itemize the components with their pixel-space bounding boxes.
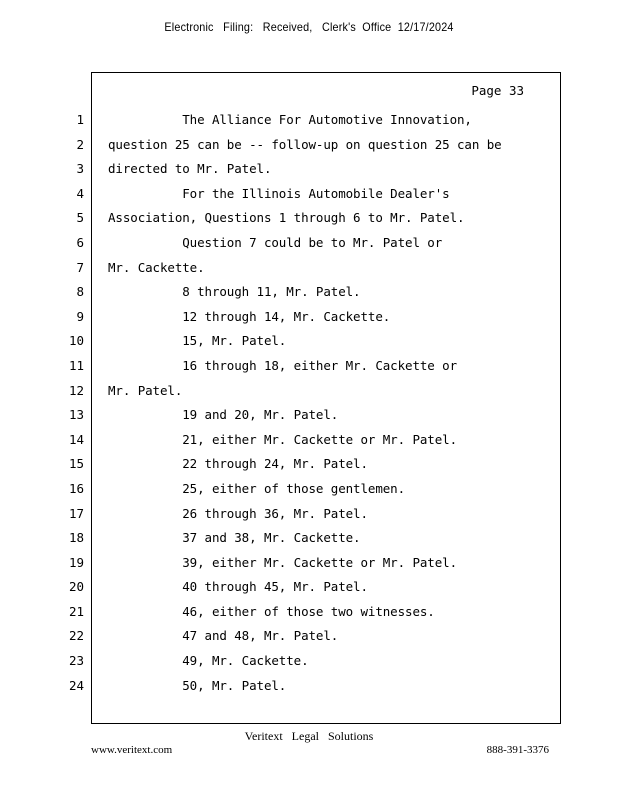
page-number: Page 33 — [471, 83, 524, 98]
transcript-line: 22 through 24, Mr. Patel. — [108, 456, 368, 472]
transcript-line: 26 through 36, Mr. Patel. — [108, 505, 368, 521]
transcript-line: 12 through 14, Mr. Cackette. — [108, 308, 391, 324]
line-number: 10 — [68, 333, 84, 349]
transcript-line: The Alliance For Automotive Innovation, — [108, 112, 472, 127]
line-number: 8 — [76, 284, 84, 300]
line-number: 5 — [76, 210, 84, 226]
line-number: 11 — [68, 357, 84, 373]
line-number: 7 — [76, 259, 84, 275]
line-number: 13 — [68, 407, 84, 423]
line-number: 23 — [68, 653, 84, 669]
transcript-line: For the Illinois Automobile Dealer's — [108, 185, 450, 201]
footer-website: www.veritext.com — [91, 744, 173, 756]
line-number: 19 — [68, 554, 84, 570]
transcript-line: Mr. Patel. — [108, 382, 183, 398]
line-number: 24 — [68, 677, 84, 693]
transcript-line: 19 and 20, Mr. Patel. — [108, 407, 339, 423]
transcript-line: 25, either of those gentlemen. — [108, 480, 406, 496]
line-number: 16 — [68, 480, 84, 496]
transcript-line: 40 through 45, Mr. Patel. — [108, 579, 368, 595]
footer-company: Veritext Legal Solutions — [244, 729, 374, 743]
line-number: 4 — [76, 185, 84, 201]
line-number: 6 — [76, 234, 84, 250]
transcript-line: 50, Mr. Patel. — [108, 677, 287, 693]
line-number: 3 — [76, 161, 84, 177]
line-number: 20 — [68, 579, 84, 595]
line-number: 12 — [68, 382, 84, 398]
line-number: 15 — [68, 456, 84, 472]
transcript-line: 46, either of those two witnesses. — [108, 603, 435, 619]
transcript-line: question 25 can be -- follow-up on question 25 can be — [108, 136, 502, 152]
transcript-line: 15, Mr. Patel. — [108, 333, 287, 349]
line-number: 1 — [76, 112, 84, 127]
transcript-line: 16 through 18, either Mr. Cackette or — [108, 357, 458, 373]
line-number: 14 — [68, 431, 84, 447]
transcript-body — [108, 108, 553, 698]
line-number: 2 — [76, 136, 84, 152]
footer-phone: 888-391-3376 — [486, 744, 549, 756]
line-number-column — [40, 108, 84, 698]
transcript-line: 21, either Mr. Cackette or Mr. Patel. — [108, 431, 458, 447]
line-number: 18 — [68, 530, 84, 546]
transcript-line: Question 7 could be to Mr. Patel or — [108, 234, 443, 250]
transcript-line: Mr. Cackette. — [108, 259, 205, 275]
transcript-line: 37 and 38, Mr. Cackette. — [108, 530, 361, 546]
transcript-line: 39, either Mr. Cackette or Mr. Patel. — [108, 554, 458, 570]
line-number: 21 — [68, 603, 84, 619]
line-number-divider — [91, 108, 92, 700]
line-number: 17 — [68, 505, 84, 521]
transcript-line: Association, Questions 1 through 6 to Mr. Patel. — [108, 210, 465, 226]
transcript-line: 8 through 11, Mr. Patel. — [108, 284, 361, 300]
line-number: 22 — [68, 628, 84, 644]
transcript-line: 47 and 48, Mr. Patel. — [108, 628, 339, 644]
line-number: 9 — [76, 308, 84, 324]
filing-stamp: Electronic Filing: Received, Clerk's Office 12/17/2024 — [164, 20, 454, 34]
transcript-line: 49, Mr. Cackette. — [108, 653, 309, 669]
transcript-line: directed to Mr. Patel. — [108, 161, 272, 177]
